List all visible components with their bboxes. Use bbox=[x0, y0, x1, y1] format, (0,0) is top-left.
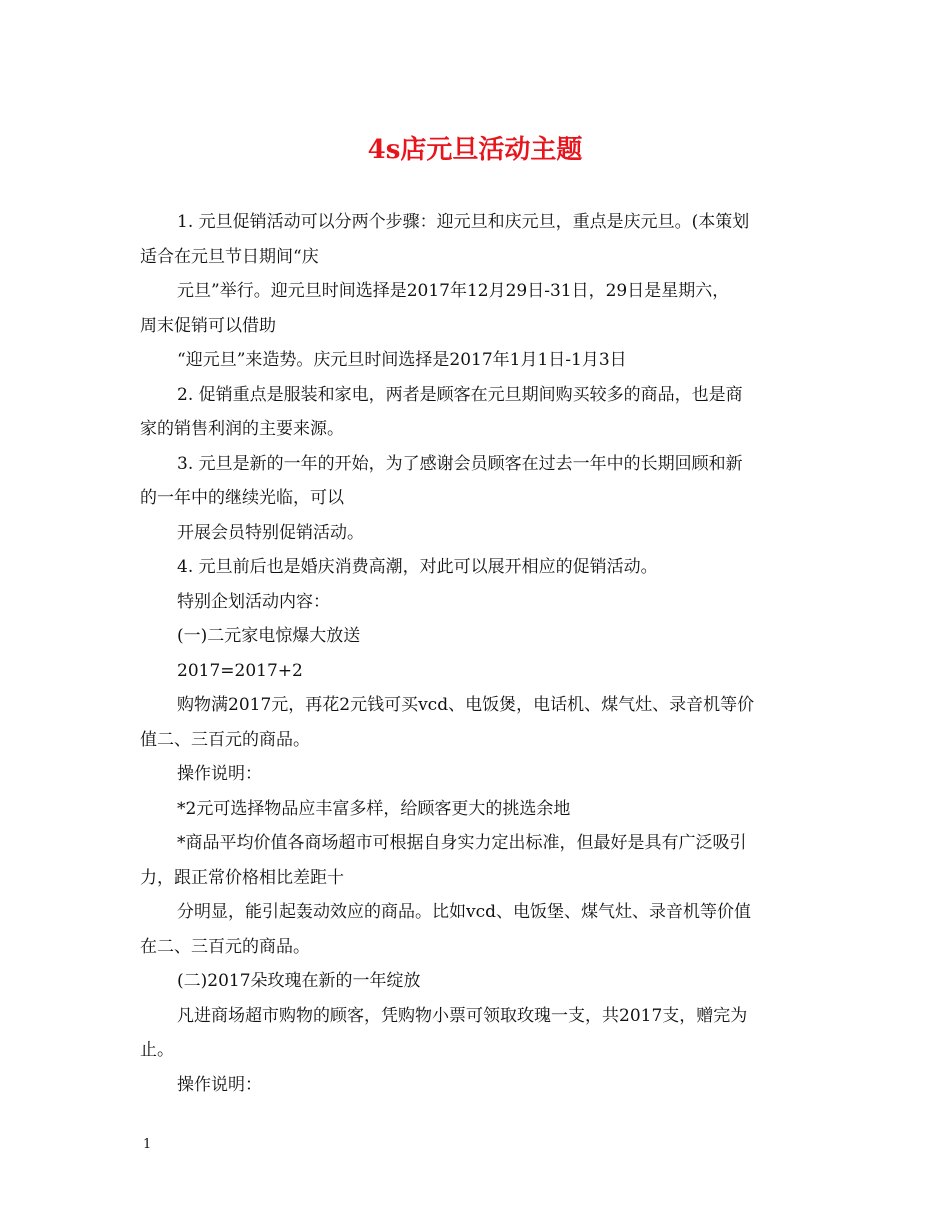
text-line: 分明显，能引起轰动效应的商品。比如vcd、电饭堡、煤气灶、录音机等价值 bbox=[177, 902, 752, 922]
text-line: (一)二元家电惊爆大放送 bbox=[177, 626, 361, 646]
text-line: (二)2017朵玫瑰在新的一年绽放 bbox=[177, 971, 421, 991]
text-line: 4. 元旦前后也是婚庆消费高潮，对此可以展开相应的促销活动。 bbox=[177, 557, 658, 577]
text-line: *商品平均价值各商场超市可根据自身实力定出标准，但最好是具有广泛吸引 bbox=[177, 833, 747, 853]
document-title: 4s店元旦活动主题 bbox=[367, 135, 583, 165]
text-line: 1. 元旦促销活动可以分两个步骤：迎元旦和庆元旦，重点是庆元旦。(本策划 bbox=[177, 212, 750, 232]
page-number: 1 bbox=[143, 1137, 152, 1152]
text-line: 开展会员特别促销活动。 bbox=[177, 522, 364, 543]
text-line: 家的销售利润的主要来源。 bbox=[140, 419, 344, 439]
text-line: 特别企划活动内容： bbox=[177, 591, 330, 612]
text-line: 的一年中的继续光临，可以 bbox=[140, 488, 344, 508]
text-line: 操作说明： bbox=[177, 1074, 262, 1095]
document-body bbox=[140, 205, 815, 1102]
text-line: 在二、三百元的商品。 bbox=[140, 936, 310, 957]
text-line: “迎元旦”来造势。庆元旦时间选择是2017年1月1日-1月3日 bbox=[177, 350, 627, 370]
text-line: 力，跟正常价格相比差距十 bbox=[140, 867, 344, 888]
text-line: 2. 促销重点是服装和家电，两者是顾客在元旦期间购买较多的商品，也是商 bbox=[177, 384, 743, 405]
text-line: 购物满2017元，再花2元钱可买vcd、电饭煲，电话机、煤气灶、录音机等价 bbox=[177, 695, 755, 715]
text-line: 凡进商场超市购物的顾客，凭购物小票可领取玫瑰一支，共2017支，赠完为 bbox=[177, 1005, 748, 1026]
text-line: 止。 bbox=[140, 1040, 174, 1060]
text-line: 适合在元旦节日期间“庆 bbox=[140, 246, 319, 267]
text-line: 2017=2017+2 bbox=[177, 660, 303, 681]
text-line: 元旦”举行。迎元旦时间选择是2017年12月29日-31日，29日是星期六， bbox=[177, 281, 730, 301]
text-line: 3. 元旦是新的一年的开始，为了感谢会员顾客在过去一年中的长期回顾和新 bbox=[177, 453, 743, 474]
text-line: 周末促销可以借助 bbox=[140, 315, 276, 336]
text-line: 操作说明： bbox=[177, 764, 262, 784]
text-line: *2元可选择物品应丰富多样，给顾客更大的挑选余地 bbox=[177, 798, 571, 819]
text-line: 值二、三百元的商品。 bbox=[140, 729, 310, 750]
